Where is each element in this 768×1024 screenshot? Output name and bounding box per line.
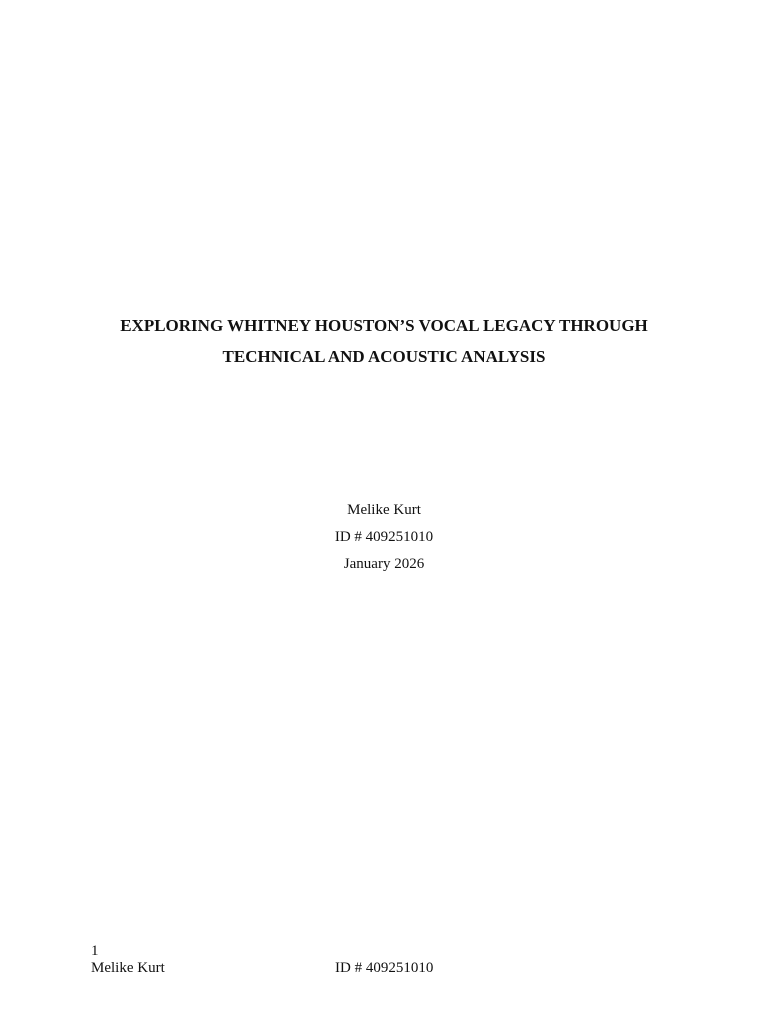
page-footer xyxy=(91,943,691,977)
author-block xyxy=(0,497,768,578)
footer-info-row xyxy=(91,960,691,977)
title-line-1: EXPLORING WHITNEY HOUSTON’S VOCAL LEGACY THROUGH xyxy=(120,316,648,335)
footer-author: Melike Kurt xyxy=(91,960,165,976)
footer-id: ID # 409251010 xyxy=(335,960,434,976)
document-date: January 2026 xyxy=(343,556,425,572)
footer-page-number: 1 xyxy=(91,943,99,959)
title-block xyxy=(0,310,768,372)
title-line-2: TECHNICAL AND ACOUSTIC ANALYSIS xyxy=(222,347,546,366)
author-name: Melike Kurt xyxy=(347,502,421,518)
student-id: ID # 409251010 xyxy=(334,529,434,545)
